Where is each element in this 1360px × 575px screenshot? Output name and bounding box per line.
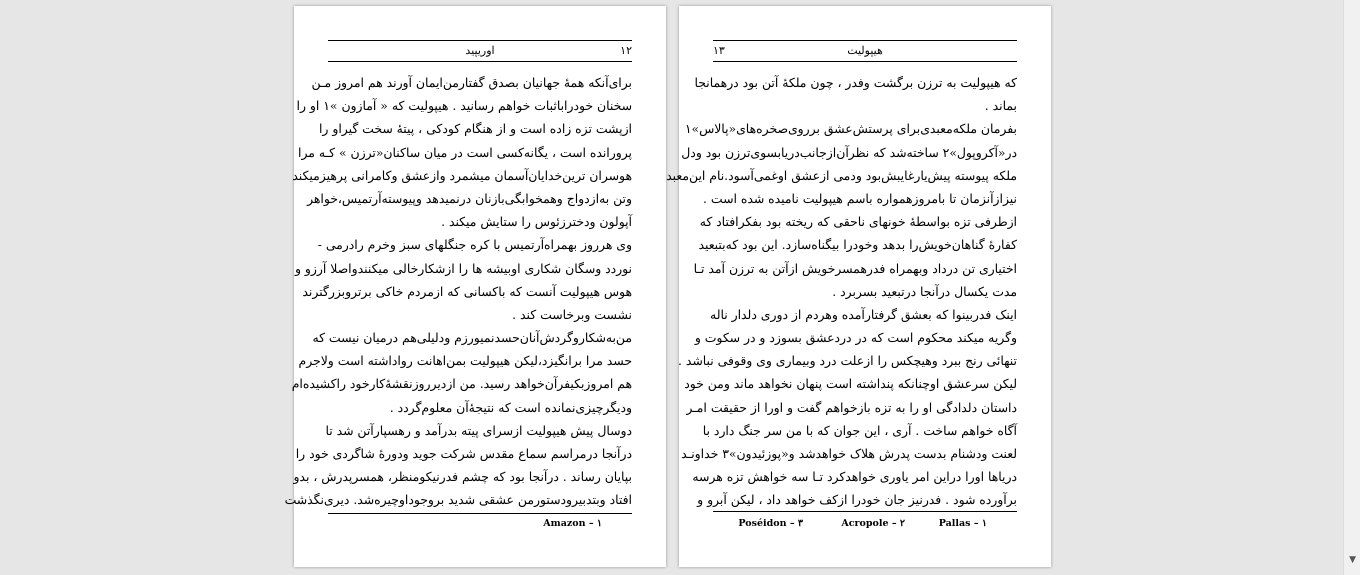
text-line: ملکه پیوسته پیش‌یارغایبش‌بود ودمی ازعشق اوغمی‌آسود.نام این‌معبد <box>666 167 1017 183</box>
footnote-number: ۳ – <box>789 518 803 529</box>
footnote <box>841 517 905 531</box>
text-line: ازپشت تزه زاده است و از هنگام کودکی ، پیتهٔ سخت گیراو را <box>318 121 632 137</box>
text-line: سخنان خودرا‌باثبات خواهم رسانید . هیپولیت که « آمازون »۱ او را <box>296 98 632 114</box>
footnote-text: Amazon <box>543 518 586 529</box>
text-line: وی هرروز بهمراه‌آرتمیس با کره جنگلهای سبز وخرم رادرمی - <box>317 237 632 253</box>
text-line: ودیگرچیزی‌نمانده است که نتیجهٔ‌آن معلوم‌گردد . <box>389 399 632 415</box>
header-top-rule <box>713 40 1017 41</box>
page-header <box>328 44 632 58</box>
text-line: حسد مرا برانگیزد،لیکن هیپولیت بمن‌اهانت رواداشته است ولاجرم <box>298 353 632 369</box>
text-line: نوردد وسگان شکاری اوبیشه ها را ازشکارخالی میکنندواصلا آرزو و <box>295 260 632 276</box>
footnotes <box>328 517 632 531</box>
text-line: تنهائی رنج ببرد وهیچکس را ازعلت درد وبیماری وی وقوفی نباشد . <box>678 353 1017 369</box>
footnote <box>738 517 803 531</box>
footnote-number: ۲ – <box>891 518 905 529</box>
header-top-rule <box>328 40 632 41</box>
text-line: کفارهٔ گناهان‌خویش‌را بدهد وخودرا بیگناه‌سازد. این بود که‌بتبعید <box>698 237 1017 253</box>
footnote-text: Poséidon <box>738 518 787 529</box>
footnote-text: Pallas <box>938 518 971 529</box>
page-number: ۱۳ <box>713 44 725 57</box>
text-line: که هیپولیت به ترزن برگشت وفدر ، چون ملکهٔ آتن بود درهمانجا <box>694 75 1017 90</box>
text-line: هوس هیپولیت آنست که باکسانی که ازمردم خاکی برتروبزرگترند <box>302 283 632 299</box>
footnote <box>939 517 987 531</box>
text-line: پرورانده است ، یگانه‌کسی است در میان ساکنان«ترزن » کـه مرا <box>298 144 632 160</box>
header-bottom-rule <box>713 61 1017 62</box>
text-line: برای‌آنکه همهٔ جهانیان بصدق گفتارمن‌ایمان آورند هم امروز مـن <box>311 75 632 90</box>
text-line: بماند . <box>984 98 1017 114</box>
text-line: دوسال پیش هیپولیت ازسرای پیته بدرآمد و رهسپارآتن شد تا <box>325 422 632 438</box>
footnote-number: ۱ – <box>973 518 987 529</box>
text-line: وگریه میکند محکوم است که در دردعشق بسوزد و در سکوت و <box>694 330 1017 346</box>
text-line: اینک فدربینوا که بعشق گرفتارآمده وهردم از دوری دلدار ناله <box>710 306 1017 322</box>
text-line: آگاه خواهم ساخت . آری ، این جوان که با من سر جنگ دارد با <box>702 422 1017 438</box>
text-line: در«آکروپول»۲ ساخته‌شد که نظرآن‌ازجانب‌دریا‌بسوی‌ترزن بود ودل <box>681 144 1017 160</box>
text-line: هوسران ترین‌خدایان‌آسمان میشمرد وازعشق وکامرانی پرهیزمیکند <box>292 167 632 183</box>
running-head: اوریپید <box>465 44 495 57</box>
header-bottom-rule <box>328 61 632 62</box>
text-line: ازطرفی تزه بواسطهٔ خونهای ناحقی که ریخته بود بفکرافتاد که <box>699 214 1017 230</box>
scroll-down-arrow-icon[interactable]: ▼ <box>1349 555 1356 565</box>
footnotes <box>713 517 1017 531</box>
text-line: دریاها اورا دراین امر یاوری خواهدکرد تـا سه خواهش تزه هرسه <box>692 469 1017 485</box>
running-head: هیپولیت <box>847 44 883 57</box>
text-line: لیکن سرعشق اوچنانکه پنداشته است پنهان نخواهد ماند ومن خود <box>684 376 1017 392</box>
page-number: ۱۲ <box>620 44 632 57</box>
text-line: برآورده شود . فدرنیز جان خودرا ازکف خواهد داد ، لیکن آبرو و <box>697 492 1017 508</box>
footnote-text: Acropole <box>841 518 889 529</box>
footnote <box>543 517 602 531</box>
text-line: هم امروز‌بکیفرآن‌خواهد رسید. من ازدیرروزنقشهٔ‌کارخود را‌کشیده‌ام <box>291 376 632 392</box>
text-line: افتاد وبتدبیرودستورمن عشقی شدید بروجوداوچیره‌شد. دیری‌نگذشت <box>284 492 632 508</box>
text-line: درآنجا درمراسم سماع مقدس شرکت جوید ودورهٔ شاگردی خود را <box>295 446 632 461</box>
page-right <box>666 6 1051 567</box>
text-line: لعنت ودشنام بدست پدرش هلاک خواهدشد و«پوزئیدون»۳ خداونـد <box>681 446 1017 461</box>
text-line: آپولون ودخترزئوس را ستایش میکند . <box>441 214 632 230</box>
page-header <box>713 44 1017 58</box>
text-line: من‌بەشکاروگردش‌آنان‌حسدنمیورزم ودلیلی‌هم درمیان نیست که <box>312 330 632 346</box>
page-left <box>284 6 666 567</box>
text-line: وتن به‌ازدواج وهمخوابگی‌بازنان درنمیدهد وپیوسته‌آرتمیس،خواهر <box>307 190 632 206</box>
footnote-number: ۱ – <box>588 518 602 529</box>
text-line: داستان دلدادگی او را به تزه بازخواهم گفت و اورا از حقیقت امـر <box>686 399 1017 415</box>
text-line: نیزازآنزمان تا بامروزهمواره باسم هیپولیت نامیده شده است . <box>703 190 1017 206</box>
page-body <box>284 71 632 512</box>
footnote-rule <box>713 511 1017 512</box>
text-line: بفرمان ملکه‌معبدی‌برای پرستش‌عشق برروی‌صخره‌های«پالاس»۱ <box>684 121 1017 137</box>
text-line: اختیاری تن درداد وبهمراه فدرهمسرخویش ازآتن به ترزن آمد تـا <box>693 260 1017 276</box>
text-line: نشست وبرخاست کند . <box>512 306 632 322</box>
vertical-scrollbar[interactable] <box>1343 0 1360 575</box>
text-line: مدت یکسال درآنجا درتبعید بسربرد . <box>832 283 1017 299</box>
footnote-rule <box>328 513 632 514</box>
text-line: بپایان رساند . درآنجا بود که چشم فدرنیکومنظر، همسرپدرش ، بدو <box>293 469 632 485</box>
page-body <box>666 71 1017 512</box>
